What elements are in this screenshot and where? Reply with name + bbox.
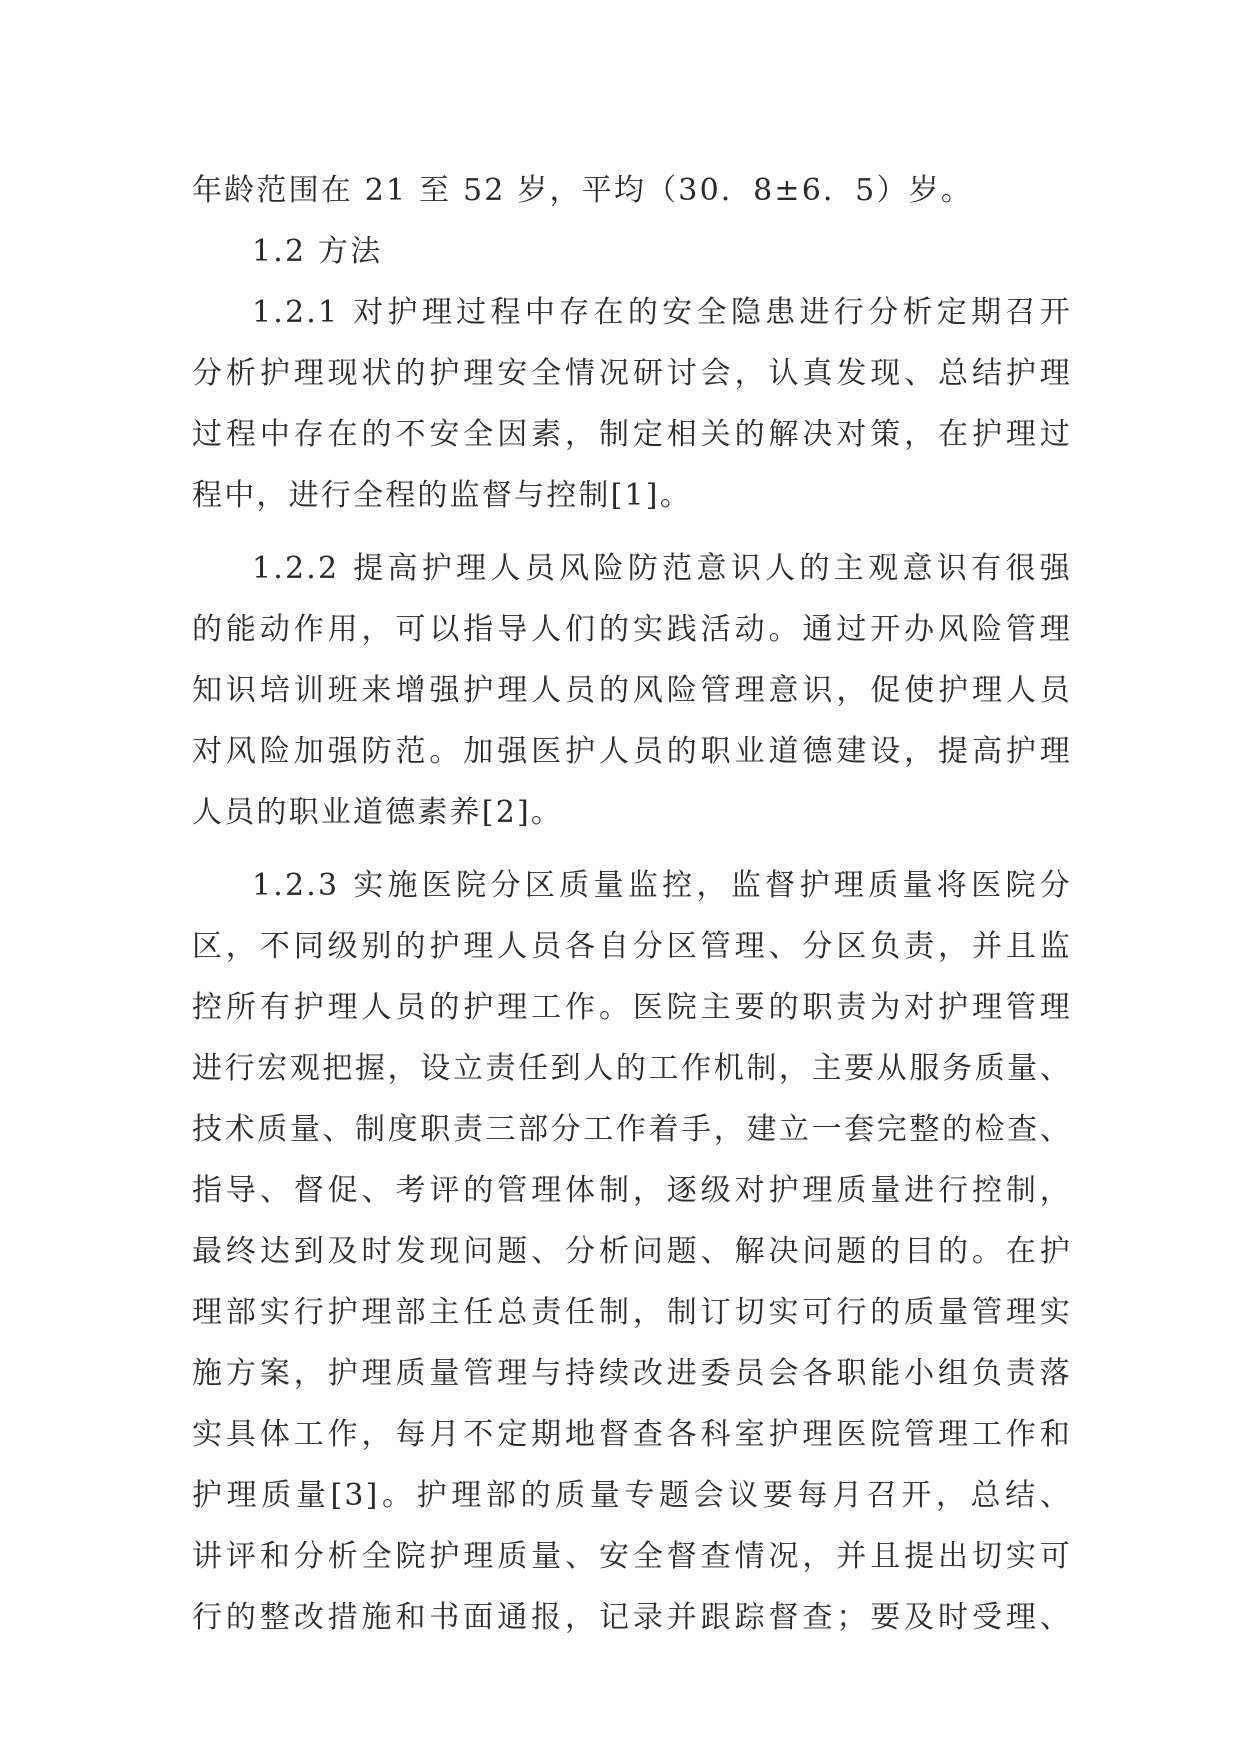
paragraph-1-2-3-line: 控所有护理人员的护理工作。医院主要的职责为对护理管理 — [192, 990, 1072, 1025]
paragraph-1-2-3-line: 护理质量[3]。护理部的质量专题会议要每月召开，总结、 — [192, 1478, 1072, 1513]
document-page — [192, 160, 1072, 1648]
paragraph-1-2-2-line: 的能动作用，可以指导人们的实践活动。通过开办风险管理 — [192, 612, 1072, 647]
section-heading: 1.2 方法 — [252, 234, 383, 269]
paragraph-1-2-1-line: 程中，进行全程的监督与控制[1]。 — [192, 478, 692, 513]
paragraph-gap — [192, 526, 1072, 538]
paragraph-1-2-3-line: 指导、督促、考评的管理体制，逐级对护理质量进行控制， — [192, 1173, 1072, 1208]
text-line: 年龄范围在 21 至 52 岁，平均（30．8±6．5）岁。 — [192, 173, 974, 208]
paragraph-1-2-3-line: 讲评和分析全院护理质量、安全督查情况，并且提出切实可 — [192, 1539, 1072, 1574]
paragraph-1-2-2-line: 人员的职业道德素养[2]。 — [192, 795, 564, 830]
paragraph-1-2-1-line: 1.2.1 对护理过程中存在的安全隐患进行分析定期召开 — [252, 295, 1072, 330]
paragraph-1-2-3-line: 进行宏观把握，设立责任到人的工作机制，主要从服务质量、 — [192, 1051, 1072, 1086]
paragraph-1-2-3-line: 区，不同级别的护理人员各自分区管理、分区负责，并且监 — [192, 929, 1072, 964]
paragraph-gap — [192, 843, 1072, 855]
paragraph-1-2-3-line: 理部实行护理部主任总责任制，制订切实可行的质量管理实 — [192, 1295, 1072, 1330]
paragraph-1-2-2-line: 1.2.2 提高护理人员风险防范意识人的主观意识有很强 — [252, 551, 1072, 586]
paragraph-1-2-3-line: 行的整改措施和书面通报，记录并跟踪督查；要及时受理、 — [192, 1600, 1072, 1635]
paragraph-1-2-3-line: 技术质量、制度职责三部分工作着手，建立一套完整的检查、 — [192, 1112, 1072, 1147]
paragraph-1-2-2-line: 对风险加强防范。加强医护人员的职业道德建设，提高护理 — [192, 734, 1072, 769]
paragraph-1-2-1-line: 分析护理现状的护理安全情况研讨会，认真发现、总结护理 — [192, 356, 1072, 391]
paragraph-1-2-1-line: 过程中存在的不安全因素，制定相关的解决对策，在护理过 — [192, 417, 1072, 452]
paragraph-1-2-3-line: 施方案，护理质量管理与持续改进委员会各职能小组负责落 — [192, 1356, 1072, 1391]
paragraph-1-2-3-line: 实具体工作，每月不定期地督查各科室护理医院管理工作和 — [192, 1417, 1072, 1452]
paragraph-1-2-3-line: 1.2.3 实施医院分区质量监控，监督护理质量将医院分 — [252, 868, 1072, 903]
paragraph-1-2-2-line: 知识培训班来增强护理人员的风险管理意识，促使护理人员 — [192, 673, 1072, 708]
paragraph-1-2-3-line: 最终达到及时发现问题、分析问题、解决问题的目的。在护 — [192, 1234, 1072, 1269]
